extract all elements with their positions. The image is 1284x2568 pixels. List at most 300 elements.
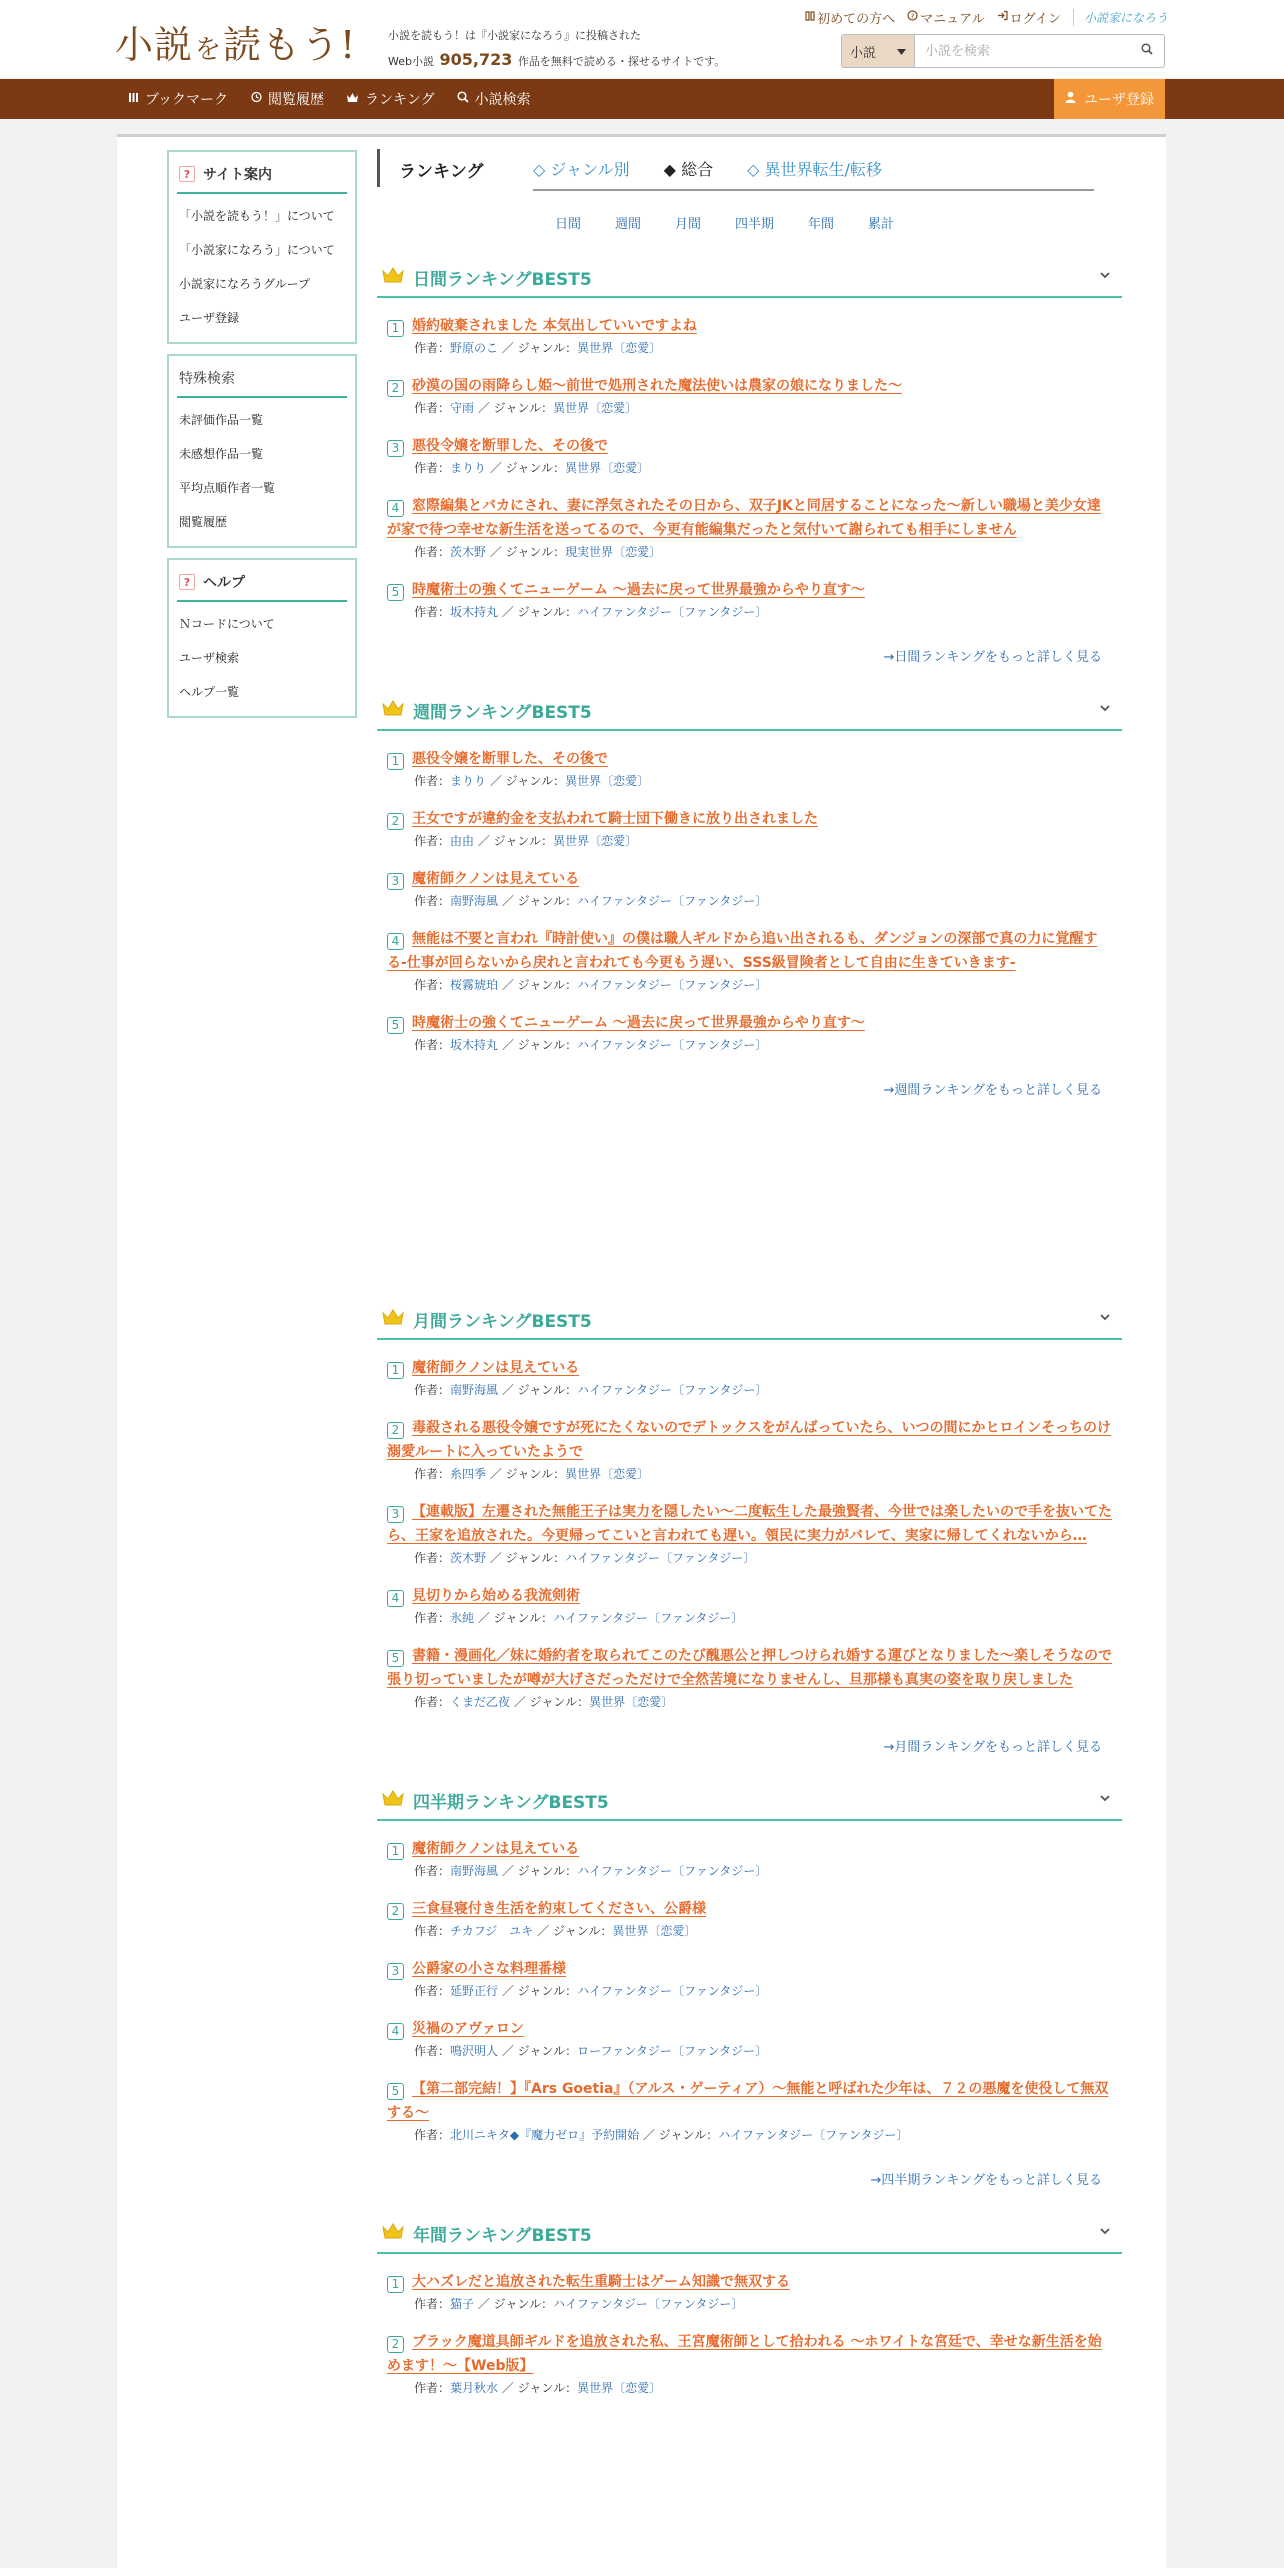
rank-number: 4 [387, 2023, 404, 2040]
rank-number: 3 [387, 440, 404, 457]
entry-meta [414, 602, 1114, 622]
section-header[interactable] [377, 1300, 1122, 1340]
entry-meta [414, 542, 1114, 562]
novel-title-link[interactable]: 婚約破棄されました 本気出していいですよね [412, 318, 697, 334]
entry-title-line [387, 1957, 1114, 1981]
section-header-left [381, 698, 592, 723]
author-link[interactable]: 由由 [450, 834, 475, 848]
sidebar-link-ncode[interactable]: Ｎコードについて [179, 617, 275, 631]
genre-link[interactable]: 異世界〔恋愛〕 [577, 341, 662, 355]
site-header [0, 0, 1284, 78]
signup-label: ユーザ登録 [1084, 92, 1154, 108]
ranking-entry [377, 1011, 1122, 1055]
ranking-entry [377, 1837, 1122, 1881]
section-title: 年間ランキングBEST5 [413, 2225, 592, 2246]
entry-title-line [387, 1416, 1114, 1464]
novel-title-link[interactable]: 三食昼寝付き生活を約束してください、公爵様 [412, 1901, 706, 1917]
sidebar [167, 150, 357, 728]
more-ranking-link[interactable]: →週間ランキングをもっと詳しく見る [883, 1083, 1102, 1098]
section-header-left [381, 1307, 592, 1332]
crown-icon [381, 699, 405, 721]
entry-meta [414, 458, 1114, 478]
chevron-down-icon[interactable] [1098, 268, 1112, 286]
site-logo[interactable] [115, 14, 356, 69]
author-label: 作者： [414, 1038, 451, 1052]
user-icon [1065, 91, 1076, 107]
author-link[interactable]: 糸四季 [450, 1467, 487, 1481]
ranking-section-weekly [377, 691, 1122, 1098]
genre-link[interactable]: 異世界〔恋愛〕 [565, 461, 650, 475]
entry-meta [414, 891, 1114, 911]
entry-meta [414, 398, 1114, 418]
ranking-entry [377, 2077, 1122, 2145]
more-ranking-link-row [377, 1736, 1122, 1755]
sidebar-site-guide-label: サイト案内 [203, 167, 273, 183]
link-narou[interactable]: 小説家になろう [1073, 9, 1168, 26]
ranking-title: ランキング [399, 162, 484, 182]
genre-link[interactable]: ハイファンタジー〔ファンタジー〕 [577, 1984, 768, 1998]
logo-text-2: を [195, 35, 222, 65]
author-link[interactable]: まりり [450, 774, 487, 788]
novel-title-link[interactable]: 書籍・漫画化／妹に婚約者を取られてこのたび醜悪公と押しつけられ婚する運びとなりました～楽しそうなので張り切っていましたが噂が大げさだっただけで全然苦境になりませんし、旦那様も真実の姿を取り戻しました [387, 1648, 1112, 1688]
author-link[interactable]: 南野海風 [450, 894, 499, 908]
link-login-label: ログイン [1009, 12, 1061, 27]
novel-title-link[interactable]: 魔術師クノンは見えている [412, 1360, 580, 1376]
section-header-left [381, 2221, 592, 2246]
sidebar-link-unrated[interactable]: 未評価作品一覧 [179, 413, 264, 427]
author-label: 作者： [414, 1924, 451, 1938]
nav-novel-search[interactable] [457, 89, 531, 109]
nav-novel-search-label: 小説検索 [474, 92, 531, 108]
entry-meta [414, 2378, 1114, 2398]
novel-title-link[interactable]: 災禍のアヴァロン [412, 2021, 524, 2037]
genre-label: ／ ジャンル： [489, 545, 566, 559]
genre-label: ／ ジャンル： [501, 2044, 578, 2058]
author-link[interactable]: 茨木野 [450, 1551, 487, 1565]
genre-label: ／ ジャンル： [501, 978, 578, 992]
period-yearly[interactable]: 年間 [808, 217, 835, 232]
novel-title-link[interactable]: 時魔術士の強くてニューゲーム ～過去に戻って世界最強からやり直す～ [412, 1015, 865, 1031]
sidebar-help-title [177, 566, 347, 602]
entry-title-line [387, 1356, 1114, 1380]
author-link[interactable]: 坂木持丸 [450, 605, 499, 619]
title-accent-bar [377, 149, 380, 187]
search-type-select[interactable] [842, 35, 915, 67]
sidebar-special-search-title [177, 362, 347, 398]
entry-meta [414, 2294, 1114, 2314]
author-link[interactable]: 鳴沢明人 [450, 2044, 499, 2058]
crown-icon [381, 266, 405, 288]
period-monthly[interactable]: 月間 [674, 217, 701, 232]
genre-label: ／ ジャンル： [501, 2381, 578, 2395]
tab-isekai[interactable]: ◇ 異世界転生/転移 [747, 160, 882, 179]
crown-icon [381, 1308, 405, 1330]
entry-title-line [387, 434, 1114, 458]
nav-bookmark[interactable] [128, 89, 228, 109]
signup-button[interactable] [1054, 79, 1165, 119]
author-link[interactable]: 氷純 [450, 1611, 475, 1625]
chevron-down-icon[interactable] [1098, 701, 1112, 719]
ranking-entry [377, 927, 1122, 995]
search-icon [457, 91, 469, 107]
chevron-down-icon[interactable] [1098, 1310, 1112, 1328]
search-type-value: 小説 [850, 45, 877, 61]
crown-icon [346, 91, 359, 107]
author-label: 作者： [414, 1383, 451, 1397]
author-link[interactable]: 守雨 [450, 401, 475, 415]
genre-link[interactable]: 異世界〔恋愛〕 [577, 2381, 662, 2395]
rank-number: 4 [387, 1590, 404, 1607]
more-ranking-link[interactable]: →日間ランキングをもっと詳しく見る [883, 650, 1102, 665]
entry-title-line [387, 578, 1114, 602]
logo-text-1: 小説 [115, 23, 194, 67]
author-link[interactable]: まりり [450, 461, 487, 475]
period-daily[interactable]: 日間 [554, 217, 581, 232]
author-label: 作者： [414, 2381, 451, 2395]
rank-number: 2 [387, 1422, 404, 1439]
section-header[interactable] [377, 1781, 1122, 1821]
entry-meta [414, 1861, 1114, 1881]
author-link[interactable]: 野原のこ [450, 341, 499, 355]
tab-overall[interactable]: ◆ 総合 [663, 160, 714, 179]
rank-number: 1 [387, 1843, 404, 1860]
genre-label: ／ ジャンル： [489, 461, 566, 475]
search-bar [841, 34, 1165, 68]
genre-label: ／ ジャンル： [537, 1924, 613, 1938]
ranking-section-monthly [377, 1300, 1122, 1755]
author-link[interactable]: 猫子 [450, 2297, 475, 2311]
genre-link[interactable]: ハイファンタジー〔ファンタジー〕 [553, 1611, 744, 1625]
sidebar-link-about-narou[interactable]: 「小説家になろう」について [179, 243, 335, 257]
period-cumulative[interactable]: 累計 [868, 217, 895, 232]
ranking-entry [377, 1416, 1122, 1484]
rank-number: 3 [387, 1506, 404, 1523]
novel-title-link[interactable]: 【連載版】左遷された無能王子は実力を隠したい～二度転生した最強賢者、今世では楽したいので手を抜いてたら、王家を追放された。今更帰ってこいと言われても遅い。領民に実力がバレて、実家に帰してくれないから… [387, 1504, 1112, 1544]
ranking-content [377, 147, 1122, 2398]
novel-title-link[interactable]: 窓際編集とバカにされ、妻に浮気されたその日から、双子JKと同居することになった〜新しい職場と美少女達が家で待つ幸せな新生活を送ってるので、今更有能編集だったと気付いて謝られても相手にしません [387, 498, 1101, 538]
ranking-entry [377, 374, 1122, 418]
entry-title-line [387, 2077, 1114, 2125]
more-ranking-link-row [377, 1079, 1122, 1098]
rank-number: 5 [387, 2083, 404, 2100]
more-ranking-link-row [377, 646, 1122, 665]
rank-number: 1 [387, 753, 404, 770]
svg-text:?: ? [910, 12, 915, 21]
novel-title-link[interactable]: 魔術師クノンは見えている [412, 871, 580, 887]
genre-link[interactable]: ハイファンタジー〔ファンタジー〕 [553, 2297, 744, 2311]
entry-meta [414, 1981, 1114, 2001]
crown-icon [381, 1789, 405, 1811]
rank-number: 2 [387, 2336, 404, 2353]
author-link[interactable]: 北川ニキタ◆『魔力ゼロ』予約開始 [450, 2128, 640, 2142]
sidebar-link-narou-group[interactable]: 小説家になろうグループ [179, 277, 311, 291]
work-count: 905,723 [439, 50, 513, 69]
search-icon [1141, 43, 1153, 59]
rank-number: 5 [387, 584, 404, 601]
novel-title-link[interactable]: 時魔術士の強くてニューゲーム ～過去に戻って世界最強からやり直す～ [412, 582, 865, 598]
rank-number: 2 [387, 1903, 404, 1920]
entry-title-line [387, 374, 1114, 398]
genre-label: ／ ジャンル： [477, 2297, 554, 2311]
question-icon: ? [179, 574, 195, 590]
logo-text-3: 読もう! [223, 23, 357, 67]
entry-meta [414, 338, 1114, 358]
ranking-entry [377, 1356, 1122, 1400]
section-header[interactable] [377, 2214, 1122, 2254]
novel-title-link[interactable]: 無能は不要と言われ『時計使い』の僕は職人ギルドから追い出されるも、ダンジョンの深部で真の力に覚醒する-仕事が回らないから戻れと言われても今更もう遅い、SSS級冒険者として自由に生きていきます- [387, 931, 1098, 971]
genre-label: ／ ジャンル： [501, 1038, 578, 1052]
sidebar-link-no-review[interactable]: 未感想作品一覧 [179, 447, 264, 461]
nav-bookmark-label: ブックマーク [145, 92, 229, 108]
sidebar-help [167, 558, 357, 718]
genre-label: ／ ジャンル： [501, 341, 578, 355]
author-label: 作者： [414, 1864, 451, 1878]
author-link[interactable]: 延野正行 [450, 1984, 499, 1998]
author-link[interactable]: チカフジ ユキ [450, 1924, 534, 1938]
ranking-section-quarterly [377, 1781, 1122, 2188]
genre-link[interactable]: ハイファンタジー〔ファンタジー〕 [577, 1383, 768, 1397]
entry-meta [414, 2041, 1114, 2061]
tagline-line-1: 小説を読もう！は『小説家になろう』に投稿された [388, 29, 641, 42]
tagline-line-2 [388, 48, 725, 74]
genre-link[interactable]: ハイファンタジー〔ファンタジー〕 [565, 1551, 756, 1565]
novel-title-link[interactable]: ブラック魔道具師ギルドを追放された私、王宮魔術師として拾われる ～ホワイトな宮廷で、幸せな新生活を始めます！～【Web版】 [387, 2334, 1102, 2374]
entry-title-line [387, 807, 1114, 831]
novel-title-link[interactable]: 公爵家の小さな料理番様 [412, 1961, 566, 1977]
genre-link[interactable]: ハイファンタジー〔ファンタジー〕 [577, 605, 768, 619]
rank-number: 3 [387, 873, 404, 890]
ranking-entry [377, 1644, 1122, 1712]
main-container [117, 134, 1166, 2568]
author-label: 作者： [414, 2297, 451, 2311]
genre-label: ／ ジャンル： [501, 605, 578, 619]
author-label: 作者： [414, 1984, 451, 1998]
entry-meta [414, 1380, 1114, 1400]
entry-title-line [387, 2330, 1114, 2378]
ranking-entry [377, 2017, 1122, 2061]
more-ranking-link-row [377, 2169, 1122, 2188]
genre-label: ／ ジャンル： [477, 834, 554, 848]
author-label: 作者： [414, 978, 451, 992]
entry-meta [414, 1464, 1114, 1484]
tagline-prefix: Web小説 [388, 55, 434, 68]
period-weekly[interactable]: 週間 [614, 217, 641, 232]
ranking-entry [377, 807, 1122, 851]
nav-ranking-label: ランキング [365, 92, 435, 108]
entry-title-line [387, 314, 1114, 338]
ranking-section-daily [377, 258, 1122, 665]
help-icon [907, 10, 918, 25]
ad-space [377, 1098, 1122, 1274]
period-links [327, 213, 1122, 232]
genre-link[interactable]: ハイファンタジー〔ファンタジー〕 [577, 1864, 768, 1878]
genre-link[interactable]: 異世界〔恋愛〕 [565, 1467, 650, 1481]
novel-title-link[interactable]: 悪役令嬢を断罪した、その後で [412, 438, 608, 454]
author-label: 作者： [414, 341, 451, 355]
ranking-entry [377, 2330, 1122, 2398]
entry-title-line [387, 1897, 1114, 1921]
novel-title-link[interactable]: 大ハズレだと追放された転生重騎士はゲーム知識で無双する [412, 2274, 790, 2290]
entry-title-line [387, 1011, 1114, 1035]
genre-link[interactable]: ハイファンタジー〔ファンタジー〕 [718, 2128, 909, 2142]
rank-number: 1 [387, 320, 404, 337]
sidebar-link-help-list[interactable]: ヘルプ一覧 [179, 685, 240, 699]
author-label: 作者： [414, 834, 451, 848]
sidebar-site-guide-title [177, 158, 347, 194]
author-label: 作者： [414, 774, 451, 788]
genre-link[interactable]: ハイファンタジー〔ファンタジー〕 [577, 894, 768, 908]
crown-icon [381, 2222, 405, 2244]
caret-down-icon [897, 44, 906, 59]
author-label: 作者： [414, 1467, 451, 1481]
ranking-entry [377, 1500, 1122, 1568]
ranking-entry [377, 1897, 1122, 1941]
link-first-time-label: 初めての方へ [817, 12, 896, 27]
novel-title-link[interactable]: 砂漠の国の雨降らし姫～前世で処刑された魔法使いは農家の娘になりました～ [412, 378, 902, 394]
ranking-entry [377, 434, 1122, 478]
novel-title-link[interactable]: 見切りから始める我流剣術 [412, 1588, 580, 1604]
genre-label: ／ ジャンル： [501, 894, 578, 908]
ranking-entry [377, 494, 1122, 562]
genre-link[interactable]: 現実世界〔恋愛〕 [565, 545, 662, 559]
question-icon: ? [179, 166, 195, 182]
section-header-left [381, 1788, 609, 1813]
entry-meta [414, 975, 1114, 995]
ranking-entry [377, 747, 1122, 791]
link-manual[interactable] [907, 8, 984, 27]
genre-label: ／ ジャンル： [501, 1984, 578, 1998]
nav-ranking[interactable] [346, 89, 435, 109]
section-title: 四半期ランキングBEST5 [413, 1792, 609, 1813]
sidebar-special-search-label: 特殊検索 [179, 371, 235, 387]
novel-title-link[interactable]: 【第二部完結！】『Ars Goetia』（アルス・ゲーティア）～無能と呼ばれた少年は、７２の悪魔を使役して無双する～ [387, 2081, 1109, 2121]
entry-meta [414, 1921, 1114, 1941]
author-label: 作者： [414, 1695, 451, 1709]
chevron-down-icon[interactable] [1098, 2224, 1112, 2242]
author-link[interactable]: 葉月秋水 [450, 2381, 499, 2395]
author-link[interactable]: 坂木持丸 [450, 1038, 499, 1052]
ranking-entry [377, 2270, 1122, 2314]
author-link[interactable]: 茨木野 [450, 545, 487, 559]
search-button[interactable] [1130, 35, 1164, 67]
search-input[interactable] [915, 35, 1130, 67]
entry-meta [414, 1692, 1114, 1712]
genre-link[interactable]: ハイファンタジー〔ファンタジー〕 [577, 978, 768, 992]
entry-title-line [387, 1644, 1114, 1692]
genre-link[interactable]: 異世界〔恋愛〕 [553, 401, 638, 415]
period-quarterly[interactable]: 四半期 [735, 217, 775, 232]
novel-title-link[interactable]: 毒殺される悪役令嬢ですが死にたくないのでデトックスをがんばっていたら、いつの間にかヒロインそっちのけ溺愛ルートに入っていたようで [387, 1420, 1112, 1460]
novel-title-link[interactable]: 王女ですが違約金を支払われて騎士団下働きに放り出されました [412, 811, 818, 827]
nav-history[interactable] [250, 89, 324, 109]
genre-link[interactable]: ローファンタジー〔ファンタジー〕 [577, 2044, 768, 2058]
entry-meta [414, 1608, 1114, 1628]
site-tagline [388, 24, 725, 74]
entry-title-line [387, 1837, 1114, 1861]
author-label: 作者： [414, 2044, 451, 2058]
genre-link[interactable]: 異世界〔恋愛〕 [553, 834, 638, 848]
author-link[interactable]: 南野海風 [450, 1383, 499, 1397]
author-link[interactable]: 南野海風 [450, 1864, 499, 1878]
more-ranking-link[interactable]: →月間ランキングをもっと詳しく見る [883, 1740, 1102, 1755]
genre-label: ／ ジャンル： [513, 1695, 590, 1709]
sidebar-link-user-search[interactable]: ユーザ検索 [179, 651, 240, 665]
rank-number: 1 [387, 2276, 404, 2293]
genre-label: ／ ジャンル： [477, 401, 554, 415]
entry-meta [414, 771, 1114, 791]
genre-link[interactable]: 異世界〔恋愛〕 [589, 1695, 674, 1709]
author-link[interactable]: 桜霧琥珀 [450, 978, 499, 992]
history-icon [250, 91, 262, 107]
entry-title-line [387, 1500, 1114, 1548]
rank-number: 5 [387, 1017, 404, 1034]
ranking-section-yearly [377, 2214, 1122, 2398]
rank-number: 4 [387, 500, 404, 517]
author-label: 作者： [414, 605, 451, 619]
genre-label: ／ ジャンル： [477, 1611, 554, 1625]
entry-meta [414, 2125, 1114, 2145]
author-label: 作者： [414, 461, 451, 475]
author-label: 作者： [414, 545, 451, 559]
genre-label: ／ ジャンル： [642, 2128, 719, 2142]
main-navbar [0, 79, 1284, 119]
link-first-time[interactable] [805, 8, 895, 27]
author-link[interactable]: くまだ乙夜 [450, 1695, 511, 1709]
ranking-entry [377, 867, 1122, 911]
sidebar-help-label: ヘルプ [203, 575, 245, 591]
rank-number: 2 [387, 380, 404, 397]
author-label: 作者： [414, 401, 451, 415]
ranking-entry [377, 578, 1122, 622]
genre-label: ／ ジャンル： [501, 1383, 578, 1397]
section-header[interactable] [377, 691, 1122, 731]
ranking-entry [377, 1584, 1122, 1628]
entry-title-line [387, 1584, 1114, 1608]
entry-title-line [387, 2017, 1114, 2041]
sidebar-link-avg-score-authors[interactable]: 平均点順作者一覧 [179, 481, 276, 495]
link-login[interactable] [997, 8, 1061, 27]
section-title: 週間ランキングBEST5 [413, 702, 592, 723]
sidebar-link-history[interactable]: 閲覧履歴 [179, 515, 228, 529]
ranking-entry [377, 1957, 1122, 2001]
tab-genre[interactable]: ◇ ジャンル別 [533, 160, 630, 179]
tab-underline [533, 189, 1094, 191]
chevron-down-icon[interactable] [1098, 1791, 1112, 1809]
novel-title-link[interactable]: 悪役令嬢を断罪した、その後で [412, 751, 608, 767]
book-icon [805, 10, 815, 25]
more-ranking-link[interactable]: →四半期ランキングをもっと詳しく見る [870, 2173, 1102, 2188]
entry-title-line [387, 747, 1114, 771]
genre-label: ／ ジャンル： [489, 1467, 566, 1481]
genre-label: ／ ジャンル： [489, 774, 566, 788]
genre-link[interactable]: 異世界〔恋愛〕 [612, 1924, 697, 1938]
nav-history-label: 閲覧履歴 [268, 92, 325, 108]
genre-link[interactable]: 異世界〔恋愛〕 [565, 774, 650, 788]
entry-title-line [387, 494, 1114, 542]
entry-meta [414, 1035, 1114, 1055]
link-manual-label: マニュアル [920, 12, 985, 27]
section-header[interactable] [377, 258, 1122, 298]
sidebar-link-about-yomou[interactable]: 「小説を読もう！」について [179, 209, 335, 223]
login-icon [997, 10, 1008, 25]
sidebar-link-user-register[interactable]: ユーザ登録 [179, 311, 240, 325]
entry-meta [414, 831, 1114, 851]
section-title: 日間ランキングBEST5 [413, 269, 592, 290]
entry-title-line [387, 867, 1114, 891]
entry-title-line [387, 927, 1114, 975]
novel-title-link[interactable]: 魔術師クノンは見えている [412, 1841, 580, 1857]
genre-link[interactable]: ハイファンタジー〔ファンタジー〕 [577, 1038, 768, 1052]
